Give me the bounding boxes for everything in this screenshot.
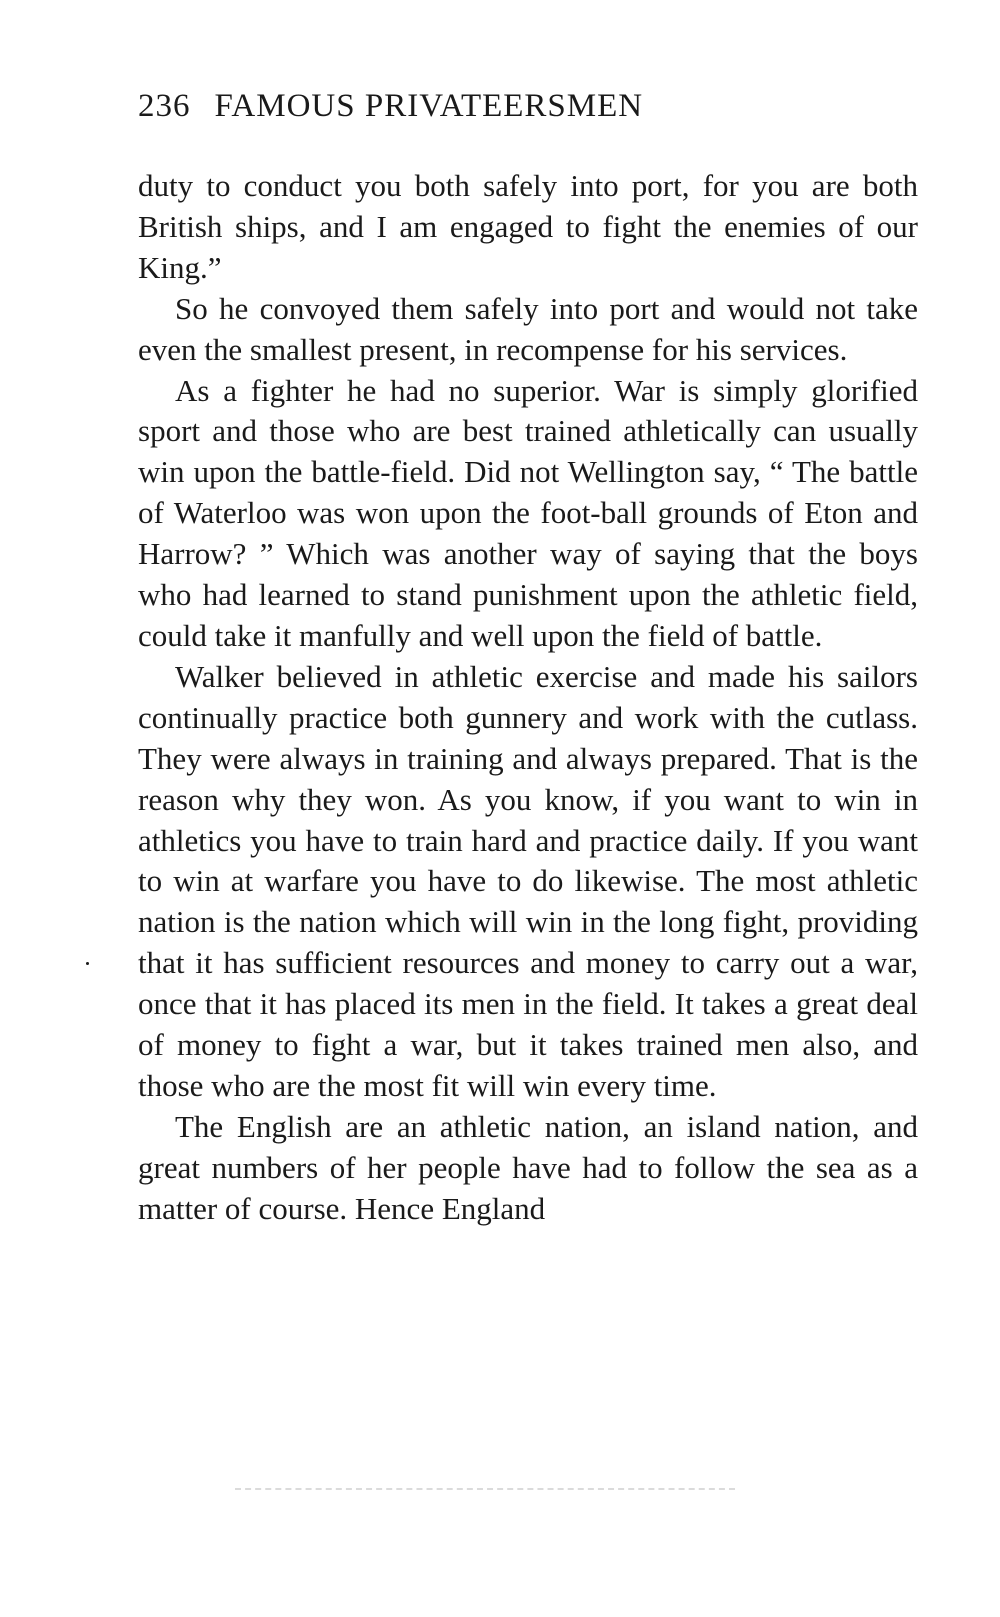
- paragraph: The English are an athletic nation, an island nation, and great numbers of her people have had to follow the sea as a matter of course. Hence England: [138, 1108, 918, 1226]
- paragraph: So he convoyed them safely into port and would not take even the smallest present, in recompense for his services.: [138, 290, 918, 367]
- body-text: [138, 166, 918, 1230]
- running-head: [138, 84, 918, 128]
- page-number: 236: [138, 88, 191, 124]
- book-page: [138, 84, 918, 1230]
- paragraph-continued: duty to conduct you both safely into port, for you are both British ships, and I am engaged to fight the enemies of our King.”: [138, 168, 918, 285]
- paragraph: Walker believed in athletic exercise and made his sailors continually practice both gunnery and work with the cutlass. They were always in training and always prepared. That is the reason why they won. As you know, if you want to win in athletics you have to train hard and practice daily. If you want to win at warfare you have to do likewise. The most athletic nation is the nation which will win in the long fight, providing that it has sufficient resources and money to carry out a war, once that it has placed its men in the field. It takes a great deal of money to fight a war, but it takes trained men also, and those who are the most fit will win every time.: [138, 658, 918, 1103]
- paragraph: As a fighter he had no superior. War is simply glorified sport and those who are best trained athletically can usually win upon the battle-field. Did not Wellington say, “ The battle of Waterloo was won upon the foot-ball grounds of Eton and Harrow? ” Which was another way of saying that the boys who had learned to stand punishment upon the athletic field, could take it manfully and well upon the field of battle.: [138, 372, 918, 653]
- running-title: FAMOUS PRIVATEERSMEN: [214, 88, 644, 124]
- stray-ink-mark: [86, 962, 89, 965]
- cut-off-line-remnant: [235, 1488, 735, 1490]
